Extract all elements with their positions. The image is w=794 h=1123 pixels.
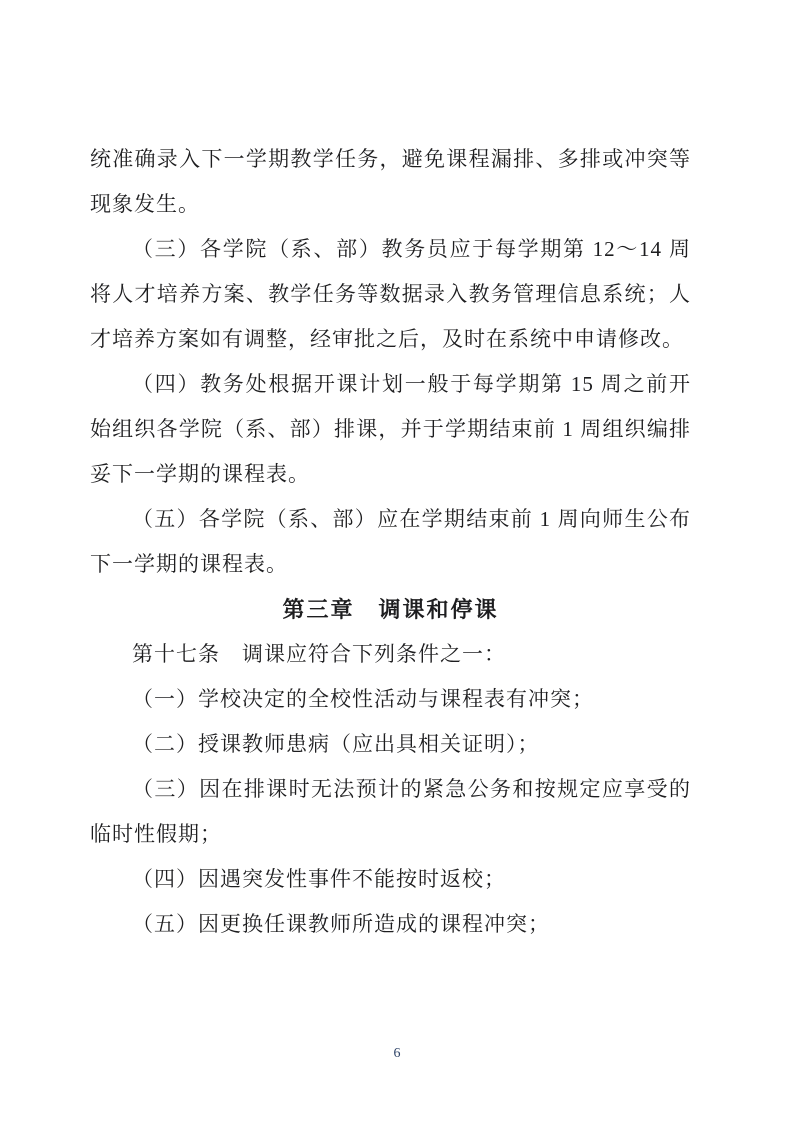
condition-3: （三）因在排课时无法预计的紧急公务和按规定应享受的临时性假期； (90, 777, 691, 846)
paragraph-item-3: （三）各学院（系、部）教务员应于每学期第 12～14 周将人才培养方案、教学任务等数据录入教务管理信息系统；人才培养方案如有调整，经审批之后，及时在系统中申请修改。 (90, 237, 691, 351)
paragraph-continuation: 统准确录入下一学期教学任务，避免课程漏排、多排或冲突等现象发生。 (90, 147, 691, 216)
paragraph-item-5: （五）各学院（系、部）应在学期结束前 1 周向师生公布下一学期的课程表。 (90, 507, 691, 576)
condition-5: （五）因更换任课教师所造成的课程冲突； (132, 912, 550, 936)
condition-2: （二）授课教师患病（应出具相关证明）； (132, 732, 540, 756)
condition-1: （一）学校决定的全校性活动与课程表有冲突； (132, 687, 594, 711)
condition-4: （四）因遇突发性事件不能按时返校； (132, 867, 506, 891)
paragraph-item-4: （四）教务处根据开课计划一般于每学期第 15 周之前开始组织各学院（系、部）排课，并于学期结束前 1 周组织编排妥下一学期的课程表。 (90, 372, 691, 486)
document-body (90, 137, 691, 947)
chapter-heading: 第三章 调课和停课 (282, 597, 499, 622)
page-number: 6 (393, 1046, 401, 1061)
article-17: 第十七条 调课应符合下列条件之一： (132, 642, 506, 666)
